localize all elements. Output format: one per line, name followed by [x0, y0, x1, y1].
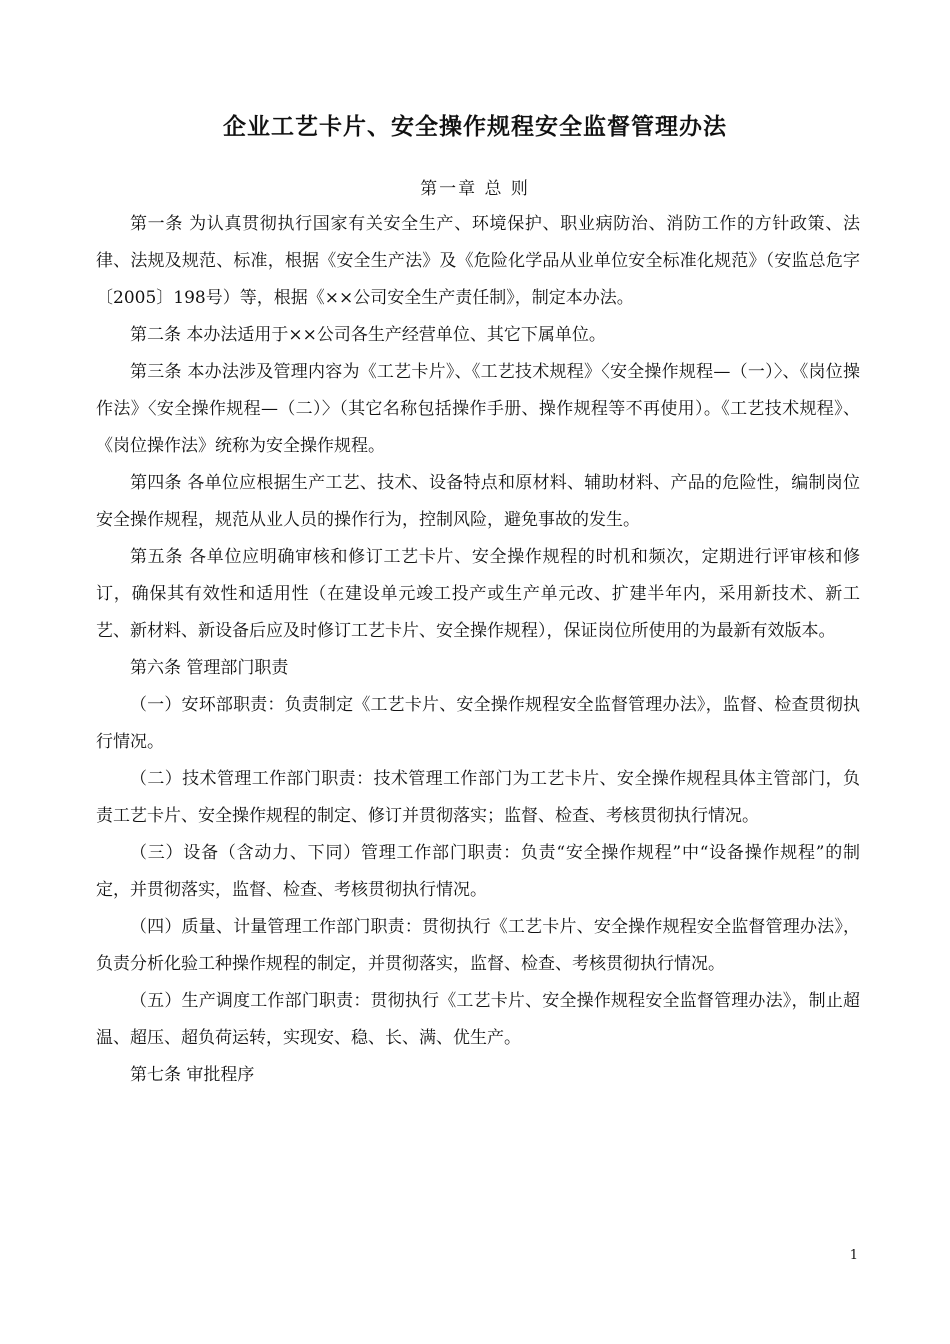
- article-paragraph: （三）设备（含动力、下同）管理工作部门职责：负责“安全操作规程”中“设备操作规程”的制定，并贯彻落实，监督、检查、考核贯彻执行情况。: [96, 843, 860, 900]
- article-paragraph: 第三条 本办法涉及管理内容为《工艺卡片》、《工艺技术规程》〈安全操作规程—（一）〉、《岗位操作法》〈安全操作规程—（二）〉（其它名称包括操作手册、操作规程等不再使用）。《工艺技术规程》、《岗位操作法》统称为安全操作规程。: [96, 362, 860, 456]
- article-paragraph: 第六条 管理部门职责: [130, 658, 289, 678]
- article-paragraph: 第七条 审批程序: [130, 1065, 255, 1085]
- article-paragraph: 第一条 为认真贯彻执行国家有关安全生产、环境保护、职业病防治、消防工作的方针政策、法律、法规及规范、标准，根据《安全生产法》及《危险化学品从业单位安全标准化规范》（安监总危字〔2005〕198号）等，根据《××公司安全生产责任制》，制定本办法。: [96, 214, 860, 308]
- chapter-heading: 第一章 总 则: [420, 179, 530, 199]
- article-paragraph: （五）生产调度工作部门职责：贯彻执行《工艺卡片、安全操作规程安全监督管理办法》，制止超温、超压、超负荷运转，实现安、稳、长、满、优生产。: [96, 991, 860, 1048]
- article-paragraph: （一）安环部职责：负责制定《工艺卡片、安全操作规程安全监督管理办法》，监督、检查贯彻执行情况。: [96, 695, 860, 752]
- article-paragraph: 第五条 各单位应明确审核和修订工艺卡片、安全操作规程的时机和频次，定期进行评审核和修订，确保其有效性和适用性（在建设单元竣工投产或生产单元改、扩建半年内，采用新技术、新工艺、新材料、新设备后应及时修订工艺卡片、安全操作规程），保证岗位所使用的为最新有效版本。: [96, 547, 860, 641]
- document-body: [96, 206, 860, 1094]
- article-paragraph: （二）技术管理工作部门职责：技术管理工作部门为工艺卡片、安全操作规程具体主管部门，负责工艺卡片、安全操作规程的制定、修订并贯彻落实；监督、检查、考核贯彻执行情况。: [96, 769, 860, 826]
- article-paragraph: 第四条 各单位应根据生产工艺、技术、设备特点和原材料、辅助材料、产品的危险性，编制岗位安全操作规程，规范从业人员的操作行为，控制风险，避免事故的发生。: [96, 473, 860, 530]
- article-paragraph: （四）质量、计量管理工作部门职责：贯彻执行《工艺卡片、安全操作规程安全监督管理办法》，负责分析化验工种操作规程的制定，并贯彻落实，监督、检查、考核贯彻执行情况。: [96, 917, 860, 974]
- page-number: 1: [849, 1248, 858, 1263]
- document-title: 企业工艺卡片、安全操作规程安全监督管理办法: [223, 114, 727, 140]
- article-paragraph: 第二条 本办法适用于××公司各生产经营单位、其它下属单位。: [130, 325, 606, 345]
